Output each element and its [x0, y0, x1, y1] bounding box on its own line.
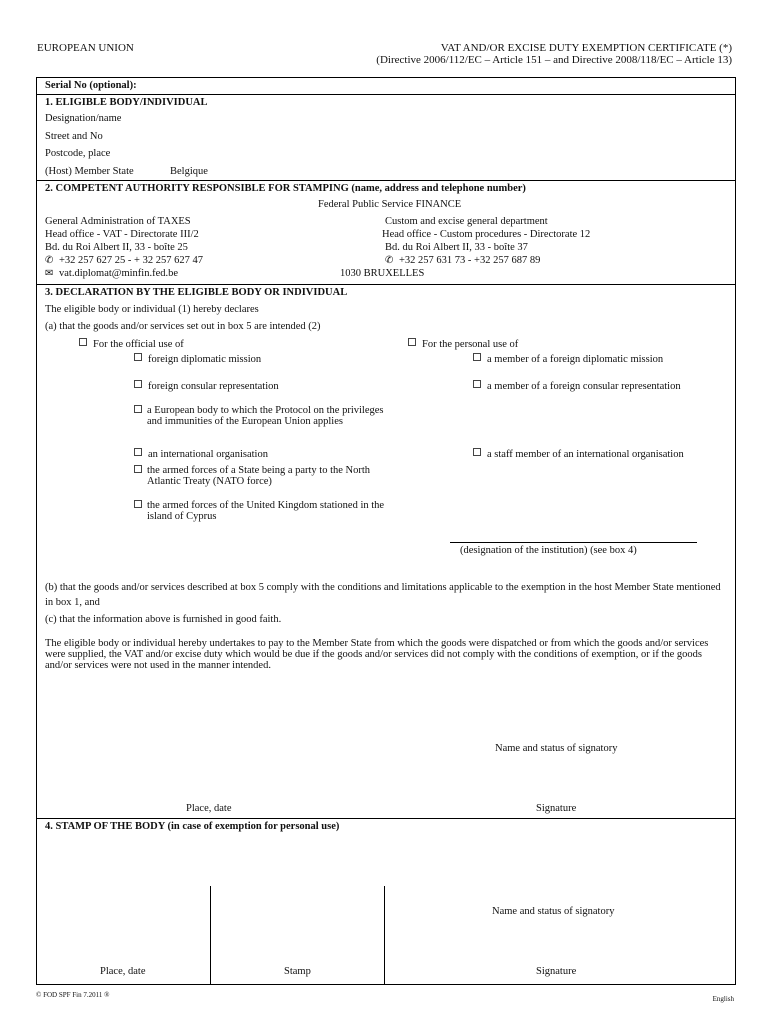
serial-label: Serial No (optional): [45, 80, 137, 91]
footer-copyright: © FOD SPF Fin 7.2011 ® [36, 991, 110, 999]
divider [36, 284, 736, 285]
postcode-label: Postcode, place [45, 148, 111, 159]
phone-icon: ✆ [45, 255, 54, 266]
footer-language: English [712, 995, 734, 1003]
place-date-label: Place, date [186, 803, 232, 814]
box4-name-status-label: Name and status of signatory [492, 906, 615, 917]
authority-left-phone [45, 255, 203, 266]
option-label: a member of a foreign diplomatic mission [487, 354, 664, 365]
authority-right-line1: Custom and excise general department [385, 216, 548, 227]
official-item-international[interactable] [134, 448, 268, 460]
authority-city: 1030 BRUXELLES [340, 268, 425, 279]
phone-text: +32 257 631 73 - +32 257 687 89 [399, 255, 541, 266]
option-label: an international organisation [148, 449, 268, 460]
checkbox-icon[interactable] [134, 448, 142, 456]
certificate-title: VAT AND/OR EXCISE DUTY EXEMPTION CERTIFICATE (*) [440, 42, 732, 54]
box4-place-date-label: Place, date [100, 966, 146, 977]
official-item-uk-cyprus: the armed forces of the United Kingdom stationed in the island of Cyprus [147, 500, 385, 522]
checkbox-icon[interactable] [473, 448, 481, 456]
undertaking-text: The eligible body or individual hereby undertakes to pay to the Member State from which the goods were dispatched or from which the goods and/or services were supplied, the VAT and/or excise duty which would be due if the goods and/or services did not comply with the conditions of exemption, or if the goods and/or services were not used in the manner intended. [45, 638, 709, 671]
divider [36, 818, 736, 819]
phone-text: +32 257 627 25 - + 32 257 627 47 [59, 255, 203, 266]
personal-use-option[interactable] [408, 338, 518, 350]
official-use-label: For the official use of [93, 339, 184, 350]
official-use-option[interactable] [79, 338, 184, 350]
official-item-consular[interactable] [134, 380, 279, 392]
divider [36, 180, 736, 181]
signature-label: Signature [536, 803, 577, 814]
personal-item-consular[interactable] [473, 380, 681, 392]
phone-icon: ✆ [385, 255, 394, 266]
personal-item-international[interactable] [473, 448, 684, 460]
divider [210, 886, 211, 984]
checkbox-icon[interactable] [408, 338, 416, 346]
certificate-subtitle: (Directive 2006/112/EC – Article 151 – and Directive 2008/118/EC – Article 13) [376, 54, 732, 66]
box4-stamp-label: Stamp [284, 966, 311, 977]
box3-title: 3. DECLARATION BY THE ELIGIBLE BODY OR INDIVIDUAL [45, 287, 348, 298]
service-name: Federal Public Service FINANCE [318, 199, 462, 210]
official-item-european-body: a European body to which the Protocol on the privileges and immunities of the European Union applies [147, 405, 384, 427]
official-item-diplomatic[interactable] [134, 353, 261, 365]
member-state-value: Belgique [170, 166, 208, 177]
divider [36, 94, 736, 95]
authority-right-line2: Head office - Custom procedures - Directorate 12 [382, 229, 591, 240]
clause-c: (c) that the information above is furnished in good faith. [45, 614, 282, 625]
designation-line[interactable] [450, 542, 697, 543]
email-text: vat.diplomat@minfin.fed.be [59, 268, 179, 279]
option-label: foreign diplomatic mission [148, 354, 262, 365]
authority-left-line2: Head office - VAT - Directorate III/2 [45, 229, 199, 240]
box4-signature-label: Signature [536, 966, 577, 977]
checkbox-icon[interactable] [473, 380, 481, 388]
checkbox-icon[interactable] [134, 353, 142, 361]
checkbox-icon[interactable] [79, 338, 87, 346]
member-state-label: (Host) Member State [45, 166, 134, 177]
eu-label: EUROPEAN UNION [37, 42, 134, 54]
authority-right-phone [385, 255, 540, 266]
divider [384, 886, 385, 984]
checkbox-icon-european[interactable] [134, 405, 148, 417]
name-status-label: Name and status of signatory [495, 743, 618, 754]
authority-left-email [45, 268, 178, 279]
option-label: foreign consular representation [148, 381, 279, 392]
checkbox-icon-uk[interactable] [134, 500, 148, 512]
form-frame [36, 77, 736, 985]
official-item-nato: the armed forces of a State being a party to the North Atlantic Treaty (NATO force) [147, 465, 371, 487]
checkbox-icon[interactable] [473, 353, 481, 361]
authority-left-line1: General Administration of TAXES [45, 216, 191, 227]
checkbox-icon[interactable] [134, 380, 142, 388]
designation-label: Designation/name [45, 113, 122, 124]
authority-left-line3: Bd. du Roi Albert II, 33 - boîte 25 [45, 242, 188, 253]
box1-title: 1. ELIGIBLE BODY/INDIVIDUAL [45, 97, 208, 108]
clause-a: (a) that the goods and/or services set out in box 5 are intended (2) [45, 321, 321, 332]
clause-b: (b) that the goods and/or services described at box 5 comply with the conditions and limitations applicable to the exemption in the host Member State mentioned in box 1, and [45, 582, 721, 608]
personal-item-diplomatic[interactable] [473, 353, 663, 365]
box4-title: 4. STAMP OF THE BODY (in case of exemption for personal use) [45, 821, 340, 832]
authority-right-line3: Bd. du Roi Albert II, 33 - boîte 37 [385, 242, 528, 253]
option-label: a staff member of an international organisation [487, 449, 684, 460]
street-label: Street and No [45, 131, 103, 142]
envelope-icon: ✉ [45, 268, 54, 279]
designation-institution-label: (designation of the institution) (see box 4) [460, 545, 637, 556]
checkbox-icon-nato[interactable] [134, 465, 148, 477]
option-label: a member of a foreign consular representation [487, 381, 681, 392]
box2-title: 2. COMPETENT AUTHORITY RESPONSIBLE FOR STAMPING (name, address and telephone number) [45, 183, 526, 194]
personal-use-label: For the personal use of [422, 339, 519, 350]
declares-text: The eligible body or individual (1) hereby declares [45, 304, 259, 315]
